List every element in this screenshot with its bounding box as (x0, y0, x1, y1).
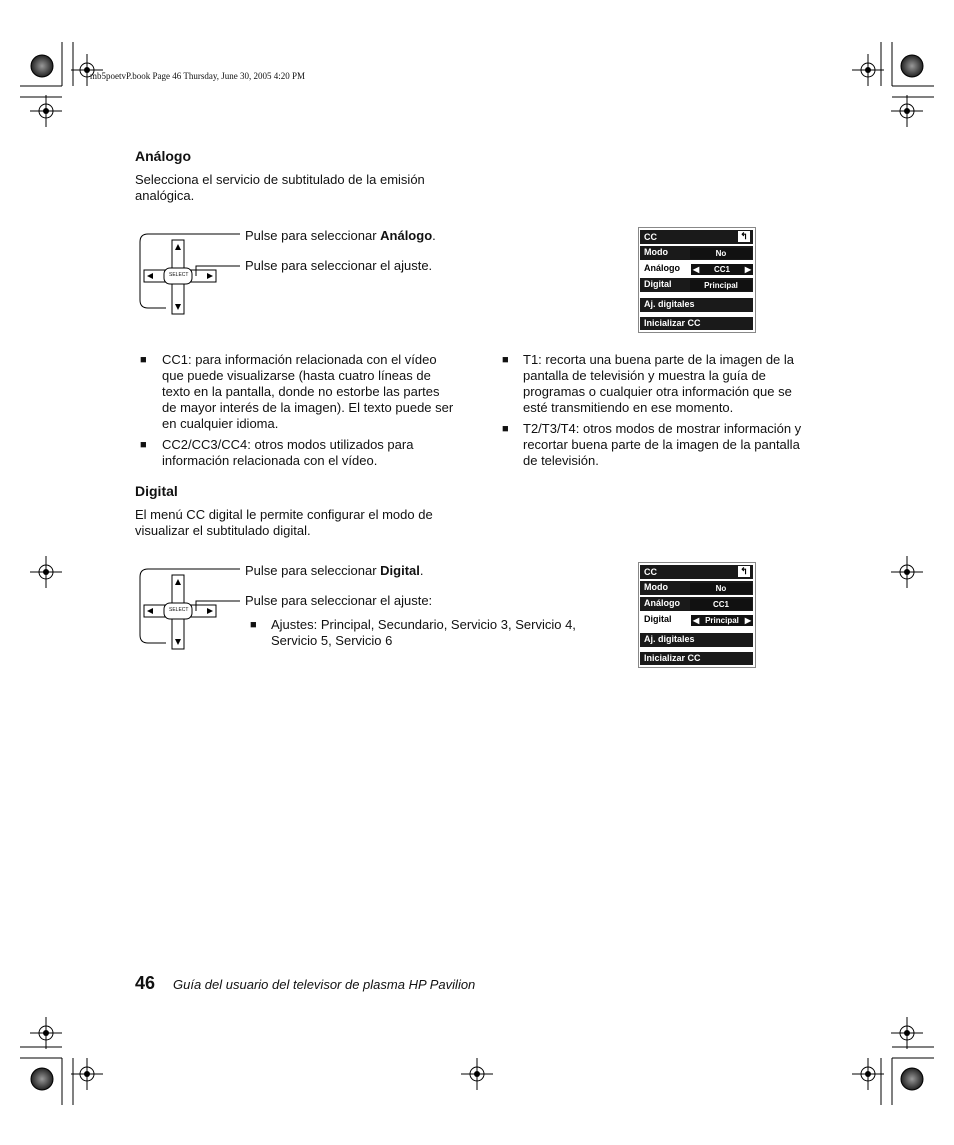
menu-value-cc1: ◀ CC1 ▶ (690, 263, 754, 276)
menu-value-principal: ◀ Principal ▶ (690, 614, 754, 627)
registration-dial-icon (31, 55, 53, 77)
page-number: 46 (135, 973, 156, 993)
analogo-intro-line-2: analógica. (135, 188, 195, 203)
section-heading-digital: Digital (135, 483, 178, 499)
menu-row-digital-selected: Digital ◀ Principal ▶ (640, 613, 753, 627)
digital-intro-line-2: visualizar el subtitulado digital. (135, 523, 311, 538)
bullet-marker: ■ (140, 439, 147, 451)
remote-dpad-illustration (136, 565, 246, 651)
bullet-t1: T1: recorta una buena parte de la imagen de la pantalla de televisión y muestra la guía de programas o cualquier otra información que se esté transmitiendo en ese momento. (523, 352, 795, 415)
back-arrow-icon: ↰ (738, 231, 750, 242)
bullet-t2-t4: T2/T3/T4: otros modos de mostrar información y recortar buena parte de la imagen de la pantalla de televisión. (523, 421, 802, 468)
select-button-label: SELECT (169, 607, 189, 613)
registration-dial-icon (31, 1068, 53, 1090)
digital-callout-1: Pulse para seleccionar Digital. (245, 563, 424, 578)
bullet-marker: ■ (140, 354, 147, 366)
arrow-left-icon: ◀ (693, 265, 700, 274)
menu-row-aj-digitales: Aj. digitales (640, 298, 753, 312)
analogo-callout-1: Pulse para seleccionar Análogo. (245, 228, 436, 243)
arrow-left-icon: ◀ (693, 616, 700, 625)
bullet-cc2-cc4: CC2/CC3/CC4: otros modos utilizados para información relacionada con el vídeo. (162, 437, 414, 468)
section-heading-analogo: Análogo (135, 148, 191, 164)
menu-title-bar: CC ↰ (640, 230, 753, 244)
registration-dial-icon (901, 1068, 923, 1090)
back-arrow-icon: ↰ (738, 566, 750, 577)
digital-settings-list: Ajustes: Principal, Secundario, Servicio 3, Servicio 4, Servicio 5, Servicio 6 (271, 617, 576, 648)
digital-intro-line-1: El menú CC digital le permite configurar el modo de (135, 507, 433, 522)
remote-dpad-illustration (136, 230, 246, 316)
bullet-marker: ■ (502, 354, 509, 366)
arrow-right-icon: ▶ (744, 265, 751, 274)
menu-row-digital: Digital Principal (640, 278, 753, 292)
cc-menu-analogo (638, 227, 756, 333)
print-header-info: mb5poetvP.book Page 46 Thursday, June 30, 2005 4:20 PM (90, 71, 305, 81)
select-button-label: SELECT (169, 272, 189, 278)
registration-dial-icon (901, 55, 923, 77)
cc-menu-digital (638, 562, 756, 668)
menu-row-modo: Modo No (640, 246, 753, 260)
analogo-intro-line-1: Selecciona el servicio de subtitulado de la emisión (135, 172, 425, 187)
bullet-marker: ■ (502, 423, 509, 435)
menu-row-modo: Modo No (640, 581, 753, 595)
bullet-marker: ■ (250, 619, 257, 631)
footer-title: Guía del usuario del televisor de plasma HP Pavilion (173, 977, 476, 992)
digital-callout-2: Pulse para seleccionar el ajuste: (245, 593, 433, 608)
bullet-cc1: CC1: para información relacionada con el vídeo que puede visualizarse (hasta cuatro líneas de texto en la pantalla, donde no estorbe las partes de mayor interés de la imagen). El texto puede ser en cualquier idioma. (162, 352, 454, 431)
menu-row-inicializar-cc: Inicializar CC (640, 652, 753, 665)
analogo-callout-2: Pulse para seleccionar el ajuste. (245, 258, 433, 273)
menu-row-aj-digitales: Aj. digitales (640, 633, 753, 647)
menu-row-inicializar-cc: Inicializar CC (640, 317, 753, 330)
menu-row-analogo: Análogo CC1 (640, 597, 753, 611)
arrow-right-icon: ▶ (744, 616, 751, 625)
menu-row-analogo-selected: Análogo ◀ CC1 ▶ (640, 262, 753, 276)
menu-title-bar: CC ↰ (640, 565, 753, 579)
